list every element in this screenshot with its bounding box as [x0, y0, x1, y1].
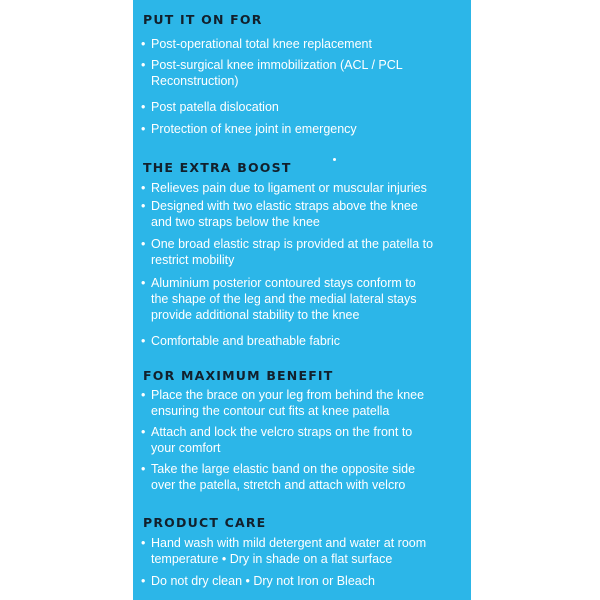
- list-item: [141, 461, 469, 493]
- section-heading: PUT IT ON FOR: [143, 12, 263, 27]
- bullet: •: [141, 199, 146, 213]
- bullet: •: [141, 122, 146, 136]
- item-text-continued: temperature • Dry in shade on a flat surface: [151, 552, 393, 566]
- list-item: [141, 333, 469, 349]
- bullet: •: [141, 574, 146, 588]
- bullet: •: [141, 388, 146, 402]
- bullet: •: [141, 462, 146, 476]
- bullet: •: [141, 237, 146, 251]
- item-text: Aluminium posterior contoured stays conform to: [151, 276, 416, 290]
- item-text: Comfortable and breathable fabric: [151, 334, 341, 348]
- item-text-continued: the shape of the leg and the medial lateral stays: [151, 292, 417, 306]
- item-text: Hand wash with mild detergent and water at room: [151, 536, 427, 550]
- item-text-continued: your comfort: [151, 441, 221, 455]
- item-text-continued: ensuring the contour cut fits at knee patella: [151, 404, 390, 418]
- info-panel: [133, 0, 471, 600]
- item-text: Post-surgical knee immobilization (ACL / PCL: [151, 58, 403, 72]
- item-text-continued: and two straps below the knee: [151, 215, 320, 229]
- item-text-continued: restrict mobility: [151, 253, 235, 267]
- list-item: [141, 535, 469, 567]
- bullet: •: [141, 100, 146, 114]
- item-text-continued: provide additional stability to the knee: [151, 308, 360, 322]
- item-text: Protection of knee joint in emergency: [151, 122, 357, 136]
- list-item: [141, 387, 469, 419]
- bullet: •: [141, 58, 146, 72]
- item-text: Place the brace on your leg from behind the knee: [151, 388, 425, 402]
- list-item: [141, 121, 469, 137]
- item-text: Designed with two elastic straps above the knee: [151, 199, 418, 213]
- decorative-dot: [333, 158, 336, 161]
- bullet: •: [141, 536, 146, 550]
- item-text: Take the large elastic band on the opposite side: [151, 462, 416, 476]
- list-item: [141, 99, 469, 115]
- item-text: One broad elastic strap is provided at the patella to: [151, 237, 434, 251]
- list-item: [141, 275, 469, 323]
- list-item: [141, 36, 469, 52]
- list-item: [141, 180, 469, 196]
- item-text: Do not dry clean • Dry not Iron or Bleach: [151, 574, 375, 588]
- list-item: [141, 198, 469, 230]
- item-text-continued: over the patella, stretch and attach with velcro: [151, 478, 406, 492]
- bullet: •: [141, 276, 146, 290]
- item-text: Post-operational total knee replacement: [151, 37, 372, 51]
- item-text: Relieves pain due to ligament or muscular injuries: [151, 181, 427, 195]
- list-item: [141, 57, 469, 89]
- section-heading: FOR MAXIMUM BENEFIT: [143, 368, 334, 383]
- section-heading: THE EXTRA BOOST: [143, 160, 292, 175]
- bullet: •: [141, 334, 146, 348]
- bullet: •: [141, 181, 146, 195]
- bullet: •: [141, 37, 146, 51]
- list-item: [141, 573, 469, 589]
- section-heading: PRODUCT CARE: [143, 515, 267, 530]
- bullet: •: [141, 425, 146, 439]
- item-text-continued: Reconstruction): [151, 74, 239, 88]
- list-item: [141, 236, 469, 268]
- item-text: Attach and lock the velcro straps on the front to: [151, 425, 413, 439]
- list-item: [141, 424, 469, 456]
- item-text: Post patella dislocation: [151, 100, 279, 114]
